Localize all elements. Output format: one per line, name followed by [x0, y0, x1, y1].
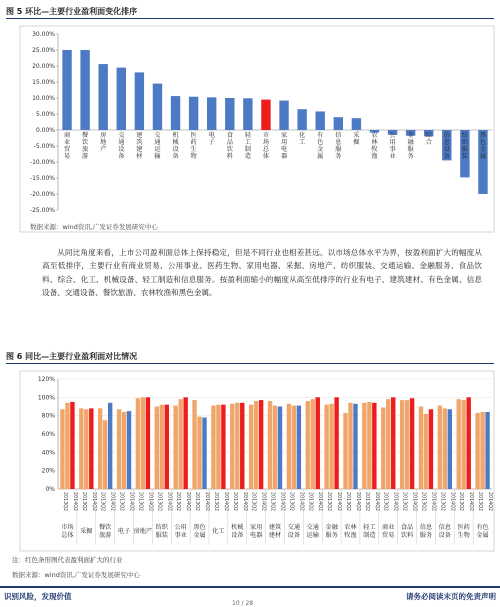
y-tick-label: 20%	[41, 467, 55, 475]
bar	[419, 407, 423, 490]
bar	[311, 399, 315, 489]
bar	[211, 406, 215, 489]
bar	[443, 408, 447, 489]
bar	[171, 96, 180, 130]
year-tick-label: 2014Q2	[204, 492, 210, 512]
bar	[80, 50, 89, 130]
bar	[103, 420, 107, 489]
bar	[135, 72, 144, 130]
year-tick-label: 2013Q2	[269, 492, 275, 512]
bar	[183, 397, 187, 489]
category-label: 黑色金属	[193, 524, 206, 539]
year-tick-label: 2014Q2	[241, 492, 247, 512]
bar	[122, 412, 126, 489]
year-tick-label: 2014Q2	[317, 492, 323, 512]
bar	[348, 403, 352, 489]
category-label: 机械设备	[231, 524, 244, 539]
category-label: 房地产	[133, 528, 153, 535]
bar	[117, 409, 121, 489]
category-label: 农林牧渔	[371, 132, 378, 160]
bar	[189, 97, 198, 130]
bar	[273, 406, 277, 489]
category-label: 轻工制造	[363, 524, 376, 539]
category-label: 纺织服装	[461, 132, 468, 160]
year-tick-label: 2014Q2	[128, 492, 134, 512]
chart-qoq	[0, 22, 500, 238]
year-tick-label: 2013Q2	[118, 492, 124, 512]
bar	[84, 409, 88, 489]
category-label: 纺织服装	[155, 524, 168, 539]
bar	[249, 405, 253, 489]
bar	[424, 414, 428, 489]
bar	[178, 399, 182, 489]
bar	[259, 400, 263, 489]
category-label: 有色金属	[317, 132, 324, 160]
category-label: 商业贸易	[382, 524, 395, 539]
year-tick-label: 2014Q2	[373, 492, 379, 512]
category-label: 信息服务	[419, 524, 433, 539]
analysis-paragraph: 从同比角度来看，上市公司盈利面总体上保持稳定，但是不同行业也相差甚远。以市场总体水平为界，按盈利面扩大的幅度从高至低排序，主要行业有商业贸易、公用事业、医药生物、家用电器、采掘、房地产、纺织服装、交通运输、金融服务、食品饮料、综合、化工、机械设备、轻工制造和信息服务。按盈利面缩小的幅度从高至低排序的行业有电子、建筑建材、有色金属、信息设备、交通设备、餐饮旅游、农林牧渔和黑色金属。	[42, 248, 482, 298]
bar	[153, 84, 162, 130]
bar	[99, 64, 108, 130]
bar	[165, 405, 169, 489]
year-tick-label: 2014Q2	[166, 492, 172, 512]
bar	[410, 398, 414, 489]
year-tick-label: 2013Q2	[288, 492, 294, 512]
category-label: 交通设备	[118, 132, 125, 160]
y-tick-label: 40%	[41, 449, 55, 457]
year-tick-label: 2013Q2	[420, 492, 426, 512]
y-tick-label: 60%	[41, 431, 55, 438]
bar	[316, 111, 325, 130]
bar	[243, 98, 252, 130]
category-label: 建筑建材	[136, 132, 143, 160]
category-label: 黑色金属	[479, 132, 487, 160]
y-tick-label: 0.00%	[35, 127, 55, 134]
bar	[362, 403, 366, 489]
bar	[261, 100, 270, 130]
bar	[352, 118, 361, 130]
category-label: 机械设备	[172, 132, 179, 160]
bar	[70, 402, 74, 489]
category-label: 信息服务	[335, 132, 342, 160]
category-label: 医药生物	[457, 524, 470, 539]
bar	[146, 397, 150, 489]
bar	[405, 400, 409, 489]
bar	[467, 397, 471, 489]
category-label: 医药生物	[190, 132, 197, 160]
bar	[197, 417, 201, 489]
year-tick-label: 2014Q2	[90, 492, 96, 512]
y-tick-label: -5.00%	[33, 143, 55, 150]
y-tick-label: 25.00%	[32, 47, 55, 54]
year-tick-label: 2013Q2	[137, 492, 143, 512]
bar	[108, 403, 112, 489]
bar	[173, 406, 177, 489]
figure5-source: 数据来源：wind资讯,广发证券发展研究中心	[30, 223, 158, 231]
bar	[372, 403, 376, 489]
footer-disclaimer-link[interactable]: 请务必阅读末页的免责声明	[406, 592, 496, 601]
year-tick-label: 2013Q2	[250, 492, 256, 512]
category-label: 公用事业	[174, 524, 187, 539]
category-label: 食品饮料	[226, 132, 233, 160]
bar	[448, 409, 452, 489]
chart-yoy	[0, 367, 500, 553]
category-label: 轻工制造	[244, 132, 251, 160]
year-tick-label: 2014Q2	[147, 492, 153, 512]
category-label: 市场总体	[262, 132, 270, 160]
category-label: 电子	[208, 132, 215, 146]
bar	[240, 403, 244, 489]
y-tick-label: 120%	[37, 376, 55, 383]
bar	[192, 400, 196, 489]
figure5-title: 图 5 环比—主要行业盈利面变化排序	[6, 7, 138, 16]
bar	[485, 412, 489, 489]
figure6-title: 图 6 同比—主要行业盈利面对比情况	[6, 352, 138, 361]
category-label: 交通运输	[154, 132, 161, 160]
year-tick-label: 2013Q2	[458, 492, 464, 512]
category-label: 食品饮料	[400, 524, 414, 539]
bar	[367, 402, 371, 489]
year-tick-label: 2013Q2	[326, 492, 332, 512]
year-tick-label: 2014Q2	[354, 492, 360, 512]
category-label: 家用电器	[249, 524, 263, 539]
bar	[306, 401, 310, 489]
year-tick-label: 2014Q2	[185, 492, 191, 512]
category-label: 金融服务	[325, 524, 338, 539]
bar	[297, 406, 301, 489]
year-tick-label: 2014Q2	[222, 492, 228, 512]
bar	[221, 405, 225, 489]
bar	[391, 397, 395, 489]
bar	[254, 401, 258, 489]
category-label: 信息设备	[443, 132, 450, 160]
year-tick-label: 2013Q2	[212, 492, 218, 512]
figure6-note: 注：红色条形图代表盈利面扩大的行业	[12, 556, 123, 564]
category-label: 商业贸易	[63, 132, 71, 160]
category-label: 市场总体	[61, 524, 74, 539]
bar	[65, 403, 69, 489]
y-tick-label: 30.00%	[32, 31, 55, 38]
category-label: 电子	[117, 528, 131, 535]
page-number: 10 / 28	[232, 600, 254, 607]
category-label: 房地产	[100, 132, 107, 153]
category-label: 家用电器	[280, 132, 288, 160]
bar	[343, 413, 347, 489]
y-tick-label: -20.00%	[29, 191, 55, 198]
year-tick-label: 2013Q2	[175, 492, 181, 512]
year-tick-label: 2013Q2	[382, 492, 388, 512]
bar	[324, 405, 328, 489]
y-tick-label: 100%	[37, 394, 55, 402]
bar	[334, 117, 343, 130]
category-label: 化工	[299, 132, 306, 146]
bar	[438, 406, 442, 489]
category-label: 有色金属	[476, 524, 489, 539]
bar	[400, 400, 404, 489]
bar	[278, 407, 282, 490]
category-label: 交通设备	[287, 524, 301, 539]
bar	[334, 397, 338, 489]
figure6-rule	[6, 363, 494, 364]
bar	[98, 408, 102, 489]
bar	[60, 409, 64, 489]
year-tick-label: 2014Q2	[298, 492, 304, 512]
year-tick-label: 2013Q2	[231, 492, 237, 512]
category-label: 金融服务	[407, 132, 414, 160]
year-tick-label: 2014Q2	[109, 492, 115, 512]
bar	[230, 404, 234, 489]
year-tick-label: 2014Q2	[279, 492, 285, 512]
bar	[329, 404, 333, 489]
bar	[202, 418, 206, 490]
bar	[381, 407, 385, 489]
year-tick-label: 2013Q2	[194, 492, 200, 512]
bar	[207, 97, 216, 130]
y-tick-label: 5.00%	[35, 111, 55, 118]
bar	[316, 397, 320, 489]
bar	[136, 398, 140, 489]
bar	[62, 50, 71, 130]
bar	[475, 413, 479, 489]
bar	[268, 401, 272, 489]
bar	[155, 407, 159, 490]
y-tick-label: 0%	[45, 486, 55, 493]
category-label: 化工	[212, 528, 225, 535]
category-label: 餐饮旅游	[98, 524, 112, 539]
bar	[235, 403, 239, 489]
category-label: 农林牧渔	[344, 524, 357, 539]
figure6-source: 数据来源：wind资讯,广发证券发展研究中心	[12, 571, 140, 579]
bar	[429, 409, 433, 489]
bar	[386, 399, 390, 489]
year-tick-label: 2014Q2	[392, 492, 398, 512]
bar	[287, 404, 291, 489]
bar	[216, 405, 220, 489]
year-tick-label: 2013Q2	[61, 492, 67, 512]
bar	[127, 411, 131, 489]
y-tick-label: -25.00%	[29, 207, 55, 214]
bar	[480, 412, 484, 489]
category-label: 公用事业	[389, 132, 396, 160]
year-tick-label: 2014Q2	[336, 492, 342, 512]
year-tick-label: 2014Q2	[468, 492, 474, 512]
year-tick-label: 2014Q2	[71, 492, 77, 512]
y-tick-label: 10.00%	[32, 95, 55, 102]
bar	[462, 400, 466, 489]
category-label: 综合	[425, 132, 432, 146]
year-tick-label: 2013Q2	[363, 492, 369, 512]
chart-frame	[20, 26, 494, 232]
bar	[292, 406, 296, 489]
year-tick-label: 2014Q2	[411, 492, 417, 512]
bar	[225, 98, 234, 130]
year-tick-label: 2013Q2	[80, 492, 86, 512]
bar	[457, 399, 461, 489]
category-label: 信息设备	[438, 524, 452, 539]
y-tick-label: 20.00%	[32, 63, 55, 70]
year-tick-label: 2013Q2	[345, 492, 351, 512]
year-tick-label: 2014Q2	[430, 492, 436, 512]
y-tick-label: 15.00%	[32, 79, 55, 86]
y-tick-label: -15.00%	[29, 175, 55, 182]
category-label: 餐饮旅游	[82, 132, 89, 160]
bar	[297, 109, 306, 130]
category-label: 采掘	[80, 528, 93, 535]
category-label: 交通运输	[306, 524, 319, 539]
y-tick-label: -10.00%	[29, 159, 55, 166]
year-tick-label: 2014Q2	[487, 492, 493, 512]
year-tick-label: 2014Q2	[449, 492, 455, 512]
category-label: 采掘	[353, 132, 360, 146]
year-tick-label: 2013Q2	[307, 492, 313, 512]
year-tick-label: 2013Q2	[477, 492, 483, 512]
bar	[160, 405, 164, 489]
bar	[89, 408, 93, 489]
bar	[141, 397, 145, 489]
bar	[117, 68, 126, 130]
y-tick-label: 80%	[41, 412, 55, 420]
year-tick-label: 2013Q2	[401, 492, 407, 512]
year-tick-label: 2013Q2	[99, 492, 105, 512]
figure5-rule	[6, 18, 494, 19]
footer-rule	[0, 586, 500, 588]
year-tick-label: 2013Q2	[156, 492, 162, 512]
bar	[79, 408, 83, 489]
category-label: 建筑建材	[268, 524, 282, 539]
footer-slogan: 识别风险，发现价值	[4, 592, 72, 601]
bar	[279, 101, 288, 130]
year-tick-label: 2014Q2	[260, 492, 266, 512]
bar	[353, 404, 357, 489]
year-tick-label: 2013Q2	[439, 492, 445, 512]
